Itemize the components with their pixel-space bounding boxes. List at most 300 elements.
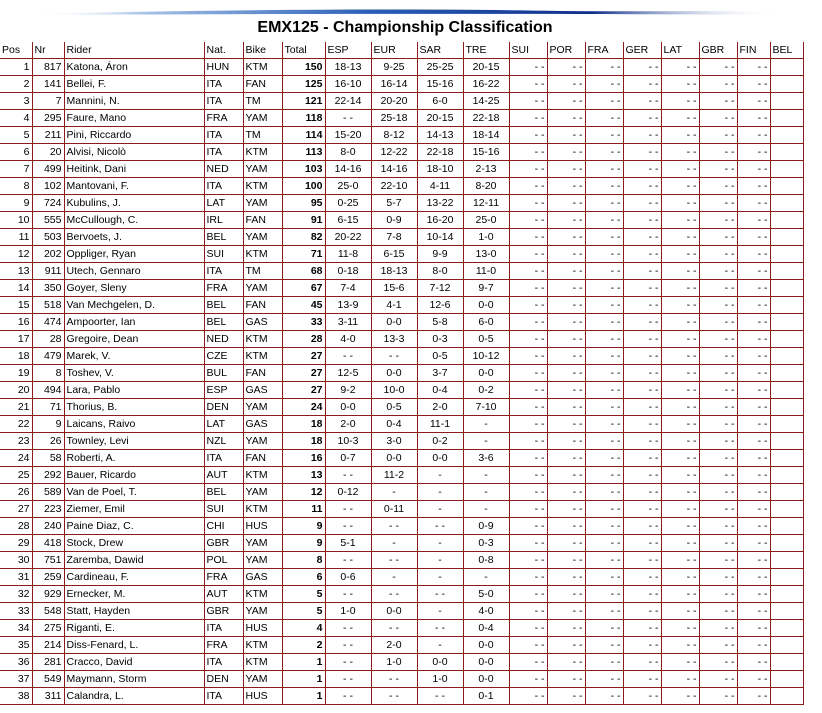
cell-future-round: - - (585, 467, 623, 484)
cell-future-round (770, 161, 803, 178)
cell-eur: 12-22 (371, 144, 417, 161)
cell-future-round: - - (585, 127, 623, 144)
cell-sar: 25-25 (417, 59, 463, 76)
cell-future-round (770, 450, 803, 467)
cell-future-round: - - (547, 59, 585, 76)
cell-esp: 10-3 (325, 433, 371, 450)
cell-nr: 555 (32, 212, 64, 229)
cell-future-round: - - (585, 484, 623, 501)
cell-future-round: - - (585, 212, 623, 229)
cell-sar: - (417, 501, 463, 518)
cell-sar: 20-15 (417, 110, 463, 127)
cell-future-round: - - (623, 637, 661, 654)
cell-esp: - - (325, 110, 371, 127)
cell-rider: Zaremba, Dawid (64, 552, 204, 569)
cell-future-round: - - (737, 671, 770, 688)
cell-nat: SUI (204, 501, 243, 518)
cell-future-round: - - (585, 348, 623, 365)
cell-nr: 141 (32, 76, 64, 93)
cell-future-round (770, 518, 803, 535)
cell-bike: YAM (243, 535, 282, 552)
cell-future-round: - - (661, 620, 699, 637)
cell-rider: Kubulins, J. (64, 195, 204, 212)
cell-future-round: - - (585, 280, 623, 297)
cell-future-round: - - (661, 586, 699, 603)
cell-future-round: - - (509, 348, 547, 365)
cell-nat: FRA (204, 110, 243, 127)
cell-future-round: - - (585, 76, 623, 93)
cell-tre: 0-9 (463, 518, 509, 535)
cell-rider: Statt, Hayden (64, 603, 204, 620)
cell-future-round: - - (699, 178, 737, 195)
cell-pos: 7 (0, 161, 32, 178)
cell-tre: 0-1 (463, 688, 509, 705)
cell-future-round: - - (737, 59, 770, 76)
column-header-eur: EUR (371, 42, 417, 59)
cell-total: 68 (282, 263, 325, 280)
cell-pos: 6 (0, 144, 32, 161)
cell-future-round (770, 59, 803, 76)
cell-future-round: - - (661, 399, 699, 416)
cell-esp: 5-1 (325, 535, 371, 552)
cell-bike: KTM (243, 637, 282, 654)
cell-nat: ITA (204, 654, 243, 671)
cell-future-round: - - (699, 433, 737, 450)
table-row (0, 654, 803, 671)
cell-future-round (770, 620, 803, 637)
cell-total: 1 (282, 671, 325, 688)
cell-nat: LAT (204, 416, 243, 433)
cell-future-round: - - (661, 144, 699, 161)
cell-total: 6 (282, 569, 325, 586)
cell-esp: 15-20 (325, 127, 371, 144)
cell-future-round: - - (737, 314, 770, 331)
header-row (0, 42, 803, 59)
cell-pos: 15 (0, 297, 32, 314)
cell-future-round: - - (623, 586, 661, 603)
table-row (0, 416, 803, 433)
cell-nr: 548 (32, 603, 64, 620)
cell-eur: 15-6 (371, 280, 417, 297)
cell-bike: YAM (243, 229, 282, 246)
cell-eur: 11-2 (371, 467, 417, 484)
cell-rider: Townley, Levi (64, 433, 204, 450)
cell-future-round: - - (737, 399, 770, 416)
cell-bike: TM (243, 93, 282, 110)
cell-future-round: - - (547, 518, 585, 535)
cell-future-round: - - (509, 297, 547, 314)
cell-future-round: - - (509, 314, 547, 331)
cell-future-round: - - (699, 161, 737, 178)
cell-future-round: - - (699, 348, 737, 365)
cell-future-round: - - (623, 229, 661, 246)
cell-esp: 3-11 (325, 314, 371, 331)
cell-pos: 38 (0, 688, 32, 705)
cell-future-round: - - (737, 144, 770, 161)
cell-future-round: - - (699, 450, 737, 467)
table-row (0, 127, 803, 144)
cell-future-round: - - (699, 144, 737, 161)
cell-nat: ITA (204, 688, 243, 705)
cell-rider: Bervoets, J. (64, 229, 204, 246)
cell-future-round (770, 416, 803, 433)
cell-eur: 2-0 (371, 637, 417, 654)
cell-tre: - (463, 433, 509, 450)
cell-future-round: - - (547, 433, 585, 450)
cell-future-round: - - (547, 552, 585, 569)
cell-tre: - (463, 501, 509, 518)
cell-nat: NED (204, 331, 243, 348)
cell-total: 33 (282, 314, 325, 331)
cell-nr: 499 (32, 161, 64, 178)
cell-future-round (770, 654, 803, 671)
cell-future-round (770, 195, 803, 212)
cell-nat: CHI (204, 518, 243, 535)
cell-future-round: - - (661, 297, 699, 314)
cell-sar: 3-7 (417, 365, 463, 382)
cell-nat: CZE (204, 348, 243, 365)
cell-future-round: - - (509, 229, 547, 246)
table-row (0, 297, 803, 314)
cell-total: 118 (282, 110, 325, 127)
cell-nr: 474 (32, 314, 64, 331)
cell-rider: Gregoire, Dean (64, 331, 204, 348)
cell-future-round: - - (699, 518, 737, 535)
cell-tre: - (463, 416, 509, 433)
cell-total: 27 (282, 348, 325, 365)
table-row (0, 467, 803, 484)
cell-future-round (770, 144, 803, 161)
cell-eur: 13-3 (371, 331, 417, 348)
cell-future-round: - - (661, 501, 699, 518)
cell-total: 12 (282, 484, 325, 501)
cell-future-round (770, 93, 803, 110)
cell-esp: - - (325, 637, 371, 654)
cell-bike: FAN (243, 450, 282, 467)
cell-future-round: - - (585, 501, 623, 518)
cell-future-round: - - (585, 382, 623, 399)
cell-nr: 7 (32, 93, 64, 110)
cell-esp: - - (325, 586, 371, 603)
cell-future-round: - - (661, 518, 699, 535)
cell-pos: 11 (0, 229, 32, 246)
cell-nr: 202 (32, 246, 64, 263)
cell-future-round: - - (509, 246, 547, 263)
cell-esp: - - (325, 671, 371, 688)
table-row (0, 212, 803, 229)
table-row (0, 331, 803, 348)
cell-tre: 10-12 (463, 348, 509, 365)
cell-future-round: - - (661, 671, 699, 688)
cell-nr: 350 (32, 280, 64, 297)
cell-nat: BEL (204, 229, 243, 246)
cell-future-round: - - (509, 331, 547, 348)
cell-future-round: - - (585, 416, 623, 433)
cell-sar: 0-4 (417, 382, 463, 399)
cell-future-round: - - (585, 229, 623, 246)
cell-pos: 29 (0, 535, 32, 552)
cell-nat: ITA (204, 450, 243, 467)
cell-future-round: - - (737, 365, 770, 382)
cell-future-round: - - (737, 416, 770, 433)
table-row (0, 382, 803, 399)
cell-future-round: - - (737, 433, 770, 450)
cell-future-round: - - (509, 280, 547, 297)
cell-future-round: - - (699, 195, 737, 212)
cell-future-round (770, 552, 803, 569)
table-row (0, 535, 803, 552)
cell-total: 67 (282, 280, 325, 297)
cell-sar: 0-0 (417, 654, 463, 671)
cell-pos: 12 (0, 246, 32, 263)
cell-eur: 4-1 (371, 297, 417, 314)
cell-esp: - - (325, 620, 371, 637)
cell-future-round: - - (509, 212, 547, 229)
cell-sar: - - (417, 518, 463, 535)
cell-future-round: - - (623, 399, 661, 416)
cell-rider: Faure, Mano (64, 110, 204, 127)
cell-esp: 0-7 (325, 450, 371, 467)
cell-bike: KTM (243, 59, 282, 76)
cell-eur: 0-5 (371, 399, 417, 416)
cell-eur: 14-16 (371, 161, 417, 178)
cell-future-round (770, 280, 803, 297)
cell-future-round: - - (547, 110, 585, 127)
cell-future-round: - - (699, 127, 737, 144)
cell-future-round (770, 637, 803, 654)
cell-tre: 18-14 (463, 127, 509, 144)
cell-future-round (770, 127, 803, 144)
cell-future-round: - - (623, 348, 661, 365)
cell-future-round: - - (737, 586, 770, 603)
cell-esp: 0-12 (325, 484, 371, 501)
cell-eur: 16-14 (371, 76, 417, 93)
cell-future-round: - - (585, 586, 623, 603)
column-header-bel: BEL (770, 42, 803, 59)
cell-nr: 275 (32, 620, 64, 637)
cell-future-round: - - (509, 399, 547, 416)
cell-esp: 20-22 (325, 229, 371, 246)
cell-future-round: - - (509, 671, 547, 688)
cell-future-round: - - (509, 110, 547, 127)
cell-future-round: - - (509, 382, 547, 399)
cell-bike: GAS (243, 314, 282, 331)
cell-pos: 35 (0, 637, 32, 654)
cell-future-round: - - (509, 603, 547, 620)
column-header-por: POR (547, 42, 585, 59)
cell-pos: 33 (0, 603, 32, 620)
cell-tre: 0-4 (463, 620, 509, 637)
cell-future-round: - - (623, 467, 661, 484)
cell-esp: - - (325, 688, 371, 705)
cell-future-round: - - (661, 76, 699, 93)
table-row (0, 586, 803, 603)
cell-future-round: - - (737, 127, 770, 144)
cell-rider: Ampoorter, Ian (64, 314, 204, 331)
cell-future-round: - - (547, 501, 585, 518)
table-row (0, 450, 803, 467)
cell-sar: 11-1 (417, 416, 463, 433)
cell-tre: 0-0 (463, 297, 509, 314)
cell-future-round: - - (585, 314, 623, 331)
cell-total: 9 (282, 518, 325, 535)
table-row (0, 229, 803, 246)
cell-bike: GAS (243, 569, 282, 586)
cell-future-round: - - (547, 161, 585, 178)
cell-tre: 0-3 (463, 535, 509, 552)
cell-pos: 5 (0, 127, 32, 144)
cell-eur: 10-0 (371, 382, 417, 399)
cell-future-round: - - (623, 433, 661, 450)
cell-future-round: - - (699, 484, 737, 501)
column-header-tre: TRE (463, 42, 509, 59)
cell-bike: YAM (243, 110, 282, 127)
cell-future-round: - - (509, 450, 547, 467)
cell-nat: NZL (204, 433, 243, 450)
cell-eur: 0-0 (371, 314, 417, 331)
cell-pos: 36 (0, 654, 32, 671)
cell-future-round: - - (623, 603, 661, 620)
cell-rider: Ernecker, M. (64, 586, 204, 603)
cell-future-round: - - (699, 297, 737, 314)
cell-future-round (770, 365, 803, 382)
cell-future-round: - - (547, 467, 585, 484)
cell-sar: - (417, 569, 463, 586)
cell-total: 114 (282, 127, 325, 144)
cell-nat: ITA (204, 144, 243, 161)
cell-nat: ITA (204, 93, 243, 110)
table-row (0, 399, 803, 416)
cell-future-round: - - (509, 569, 547, 586)
cell-eur: - - (371, 518, 417, 535)
cell-future-round: - - (585, 195, 623, 212)
cell-rider: Paine Diaz, C. (64, 518, 204, 535)
cell-future-round: - - (585, 365, 623, 382)
cell-future-round: - - (585, 688, 623, 705)
cell-future-round: - - (699, 637, 737, 654)
cell-esp: 18-13 (325, 59, 371, 76)
cell-future-round: - - (547, 314, 585, 331)
cell-eur: 18-13 (371, 263, 417, 280)
cell-tre: 25-0 (463, 212, 509, 229)
cell-sar: 0-5 (417, 348, 463, 365)
table-row (0, 280, 803, 297)
cell-future-round: - - (623, 654, 661, 671)
cell-future-round: - - (547, 127, 585, 144)
cell-future-round: - - (509, 416, 547, 433)
cell-future-round: - - (509, 195, 547, 212)
cell-future-round: - - (547, 620, 585, 637)
cell-nr: 549 (32, 671, 64, 688)
column-header-pos: Pos (0, 42, 32, 59)
cell-nat: BEL (204, 314, 243, 331)
cell-esp: 0-6 (325, 569, 371, 586)
cell-tre: 0-2 (463, 382, 509, 399)
cell-bike: GAS (243, 416, 282, 433)
cell-esp: 2-0 (325, 416, 371, 433)
cell-nr: 240 (32, 518, 64, 535)
cell-total: 1 (282, 688, 325, 705)
table-row (0, 348, 803, 365)
cell-bike: FAN (243, 365, 282, 382)
cell-nat: ITA (204, 178, 243, 195)
cell-future-round: - - (699, 569, 737, 586)
cell-nr: 295 (32, 110, 64, 127)
cell-future-round: - - (509, 93, 547, 110)
cell-future-round: - - (661, 348, 699, 365)
cell-nr: 214 (32, 637, 64, 654)
cell-eur: 1-0 (371, 654, 417, 671)
cell-future-round: - - (737, 501, 770, 518)
cell-total: 1 (282, 654, 325, 671)
cell-future-round: - - (547, 76, 585, 93)
cell-nr: 8 (32, 365, 64, 382)
cell-sar: - - (417, 688, 463, 705)
cell-total: 95 (282, 195, 325, 212)
table-row (0, 161, 803, 178)
cell-future-round: - - (585, 535, 623, 552)
table-row (0, 110, 803, 127)
cell-pos: 34 (0, 620, 32, 637)
cell-future-round (770, 263, 803, 280)
cell-bike: YAM (243, 552, 282, 569)
cell-nat: BUL (204, 365, 243, 382)
table-row (0, 688, 803, 705)
cell-future-round: - - (699, 399, 737, 416)
cell-pos: 17 (0, 331, 32, 348)
cell-future-round (770, 348, 803, 365)
cell-total: 71 (282, 246, 325, 263)
table-row (0, 603, 803, 620)
cell-esp: 14-16 (325, 161, 371, 178)
cell-eur: 9-25 (371, 59, 417, 76)
cell-pos: 37 (0, 671, 32, 688)
cell-future-round: - - (661, 688, 699, 705)
cell-future-round: - - (661, 484, 699, 501)
cell-nat: AUT (204, 586, 243, 603)
cell-esp: - - (325, 654, 371, 671)
cell-future-round: - - (585, 603, 623, 620)
cell-sar: 2-0 (417, 399, 463, 416)
cell-sar: 15-16 (417, 76, 463, 93)
cell-future-round: - - (661, 59, 699, 76)
cell-future-round: - - (509, 501, 547, 518)
cell-future-round: - - (585, 161, 623, 178)
cell-pos: 18 (0, 348, 32, 365)
cell-bike: HUS (243, 518, 282, 535)
cell-future-round: - - (547, 348, 585, 365)
cell-rider: Stock, Drew (64, 535, 204, 552)
cell-future-round: - - (699, 382, 737, 399)
cell-future-round: - - (547, 603, 585, 620)
cell-future-round: - - (585, 144, 623, 161)
cell-total: 13 (282, 467, 325, 484)
cell-future-round: - - (509, 484, 547, 501)
cell-nr: 911 (32, 263, 64, 280)
cell-future-round: - - (661, 654, 699, 671)
cell-future-round: - - (661, 603, 699, 620)
cell-future-round: - - (509, 654, 547, 671)
cell-future-round: - - (585, 450, 623, 467)
cell-future-round: - - (623, 144, 661, 161)
cell-pos: 30 (0, 552, 32, 569)
cell-nat: POL (204, 552, 243, 569)
cell-tre: 0-5 (463, 331, 509, 348)
cell-future-round: - - (737, 603, 770, 620)
cell-future-round: - - (699, 314, 737, 331)
cell-nr: 9 (32, 416, 64, 433)
cell-sar: 16-20 (417, 212, 463, 229)
